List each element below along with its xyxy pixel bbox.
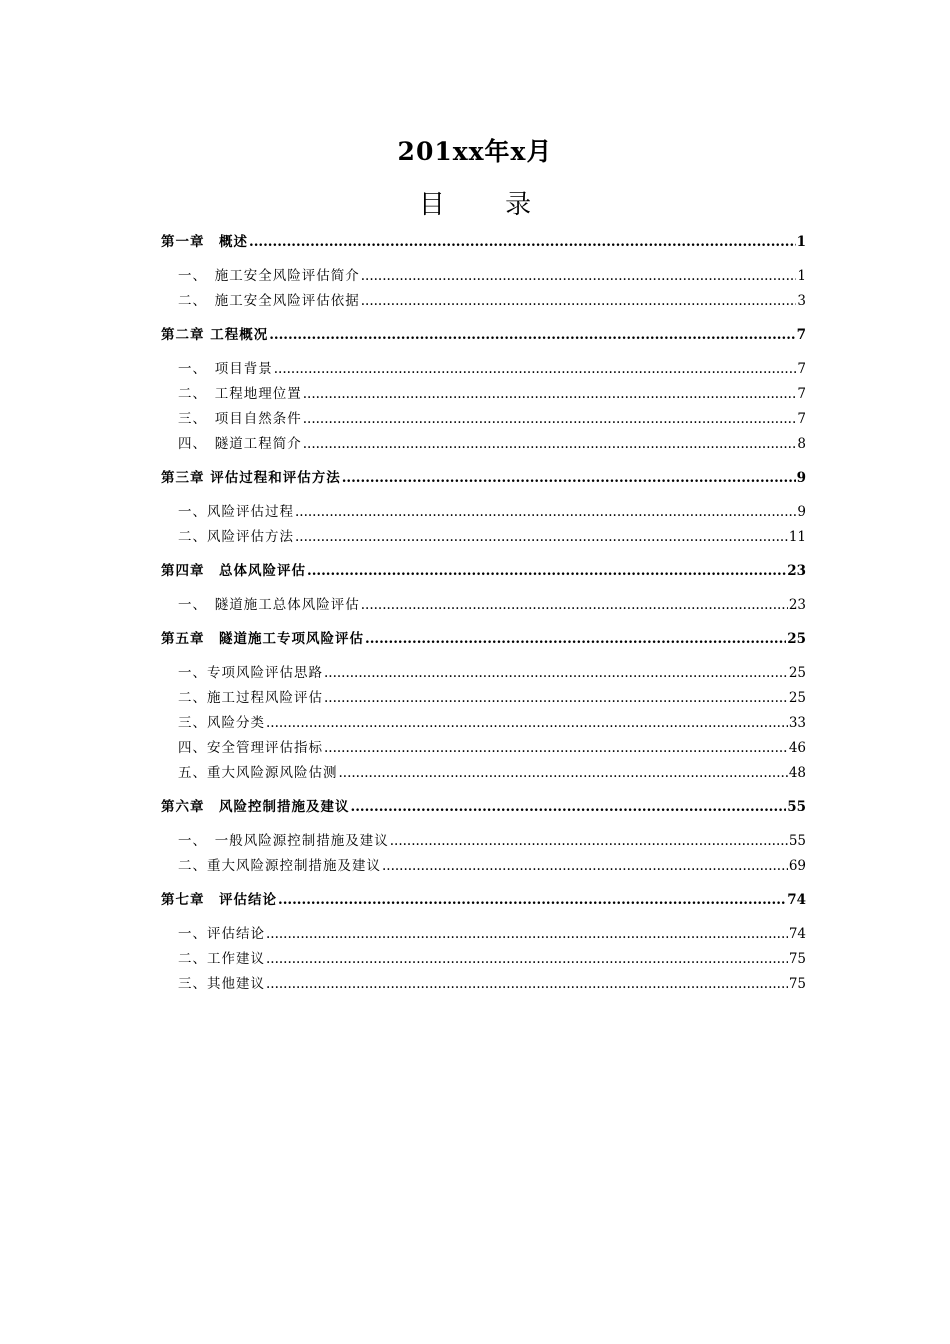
toc-section-5-1[interactable] (161, 661, 806, 686)
toc-leader (361, 264, 797, 289)
toc-chapter-2[interactable] (161, 323, 806, 348)
toc-leader (266, 947, 788, 972)
toc-section-5-2[interactable] (161, 686, 806, 711)
toc-label: 一、专项风险评估思路 (178, 665, 323, 681)
toc-leader (342, 466, 796, 491)
toc-label: 五、重大风险源风险估测 (178, 765, 338, 781)
toc-label: 第三章 评估过程和评估方法 (161, 470, 341, 486)
toc-section-7-1[interactable] (161, 922, 806, 947)
toc-label: 二、施工过程风险评估 (178, 690, 323, 706)
toc-label: 三、风险分类 (178, 715, 265, 731)
toc-leader (382, 854, 788, 879)
toc-section-7-2[interactable] (161, 947, 806, 972)
toc-page-number: 55 (788, 833, 806, 849)
toc-page-number: 23 (787, 563, 806, 579)
toc-leader (266, 922, 788, 947)
toc-leader (324, 686, 788, 711)
toc-page-number: 48 (788, 765, 806, 781)
toc-leader (324, 661, 788, 686)
toc-label: 二、风险评估方法 (178, 529, 294, 545)
toc-chapter-6[interactable] (161, 795, 806, 820)
table-of-contents (161, 230, 806, 997)
toc-leader (361, 289, 797, 314)
toc-section-7-3[interactable] (161, 972, 806, 997)
toc-leader (274, 357, 797, 382)
toc-section-3-2[interactable] (161, 525, 806, 550)
toc-chapter-1[interactable] (161, 230, 806, 255)
toc-leader (295, 500, 796, 525)
toc-leader (266, 972, 788, 997)
toc-page-number: 46 (788, 740, 806, 756)
toc-label: 二、工作建议 (178, 951, 265, 967)
toc-page-number: 33 (788, 715, 806, 731)
toc-page-number: 7 (796, 327, 806, 343)
toc-leader (278, 888, 786, 913)
toc-chapter-3[interactable] (161, 466, 806, 491)
toc-section-4-1[interactable] (161, 593, 806, 618)
toc-page-number: 25 (788, 665, 806, 681)
toc-leader (266, 711, 788, 736)
toc-label: 四、 隧道工程简介 (178, 436, 302, 452)
toc-page-number: 9 (796, 470, 806, 486)
toc-page-number: 8 (797, 436, 806, 452)
toc-section-6-1[interactable] (161, 829, 806, 854)
toc-page-number: 9 (797, 504, 806, 520)
toc-label: 三、其他建议 (178, 976, 265, 992)
toc-leader (249, 230, 796, 255)
toc-chapter-7[interactable] (161, 888, 806, 913)
toc-section-2-2[interactable] (161, 382, 806, 407)
toc-leader (295, 525, 788, 550)
toc-page-number: 69 (788, 858, 806, 874)
toc-page-number: 74 (787, 892, 806, 908)
toc-leader (303, 432, 797, 457)
toc-section-2-1[interactable] (161, 357, 806, 382)
toc-leader (269, 323, 795, 348)
toc-page-number: 7 (797, 361, 806, 377)
toc-label: 一、 施工安全风险评估简介 (178, 268, 360, 284)
toc-label: 第四章 总体风险评估 (161, 563, 306, 579)
toc-section-2-3[interactable] (161, 407, 806, 432)
toc-page-number: 25 (788, 690, 806, 706)
toc-chapter-4[interactable] (161, 559, 806, 584)
toc-section-5-5[interactable] (161, 761, 806, 786)
toc-section-1-2[interactable] (161, 289, 806, 314)
toc-section-1-1[interactable] (161, 264, 806, 289)
toc-page-number: 55 (787, 799, 806, 815)
toc-section-6-2[interactable] (161, 854, 806, 879)
toc-page-number: 11 (788, 529, 806, 545)
toc-leader (303, 382, 797, 407)
toc-page-number: 74 (788, 926, 806, 942)
toc-label: 一、 隧道施工总体风险评估 (178, 597, 360, 613)
toc-label: 一、风险评估过程 (178, 504, 294, 520)
toc-leader (365, 627, 786, 652)
toc-label: 第一章 概述 (161, 234, 248, 250)
toc-leader (390, 829, 788, 854)
toc-label: 二、重大风险源控制措施及建议 (178, 858, 381, 874)
toc-label: 四、安全管理评估指标 (178, 740, 323, 756)
toc-label: 一、评估结论 (178, 926, 265, 942)
toc-page-number: 1 (796, 234, 806, 250)
toc-section-5-3[interactable] (161, 711, 806, 736)
toc-leader (361, 593, 788, 618)
toc-label: 二、 施工安全风险评估依据 (178, 293, 360, 309)
toc-leader (339, 761, 788, 786)
toc-label: 一、 一般风险源控制措施及建议 (178, 833, 389, 849)
toc-title: 目 录 (418, 190, 558, 220)
toc-section-3-1[interactable] (161, 500, 806, 525)
toc-page-number: 25 (787, 631, 806, 647)
toc-page-number: 23 (788, 597, 806, 613)
toc-leader (303, 407, 797, 432)
toc-page-number: 75 (788, 976, 806, 992)
toc-label: 第五章 隧道施工专项风险评估 (161, 631, 364, 647)
toc-chapter-5[interactable] (161, 627, 806, 652)
toc-label: 第六章 风险控制措施及建议 (161, 799, 350, 815)
toc-section-5-4[interactable] (161, 736, 806, 761)
toc-page-number: 7 (797, 411, 806, 427)
toc-page-number: 1 (797, 268, 806, 284)
toc-label: 一、 项目背景 (178, 361, 273, 377)
toc-label: 二、 工程地理位置 (178, 386, 302, 402)
toc-section-2-4[interactable] (161, 432, 806, 457)
toc-leader (324, 736, 788, 761)
toc-page-number: 75 (788, 951, 806, 967)
toc-leader (307, 559, 786, 584)
toc-label: 第二章 工程概况 (161, 327, 269, 343)
toc-leader (351, 795, 787, 820)
date-title: 201xx年x月 (397, 137, 553, 166)
toc-label: 第七章 评估结论 (161, 892, 277, 908)
toc-page-number: 7 (797, 386, 806, 402)
toc-label: 三、 项目自然条件 (178, 411, 302, 427)
toc-page-number: 3 (797, 293, 806, 309)
